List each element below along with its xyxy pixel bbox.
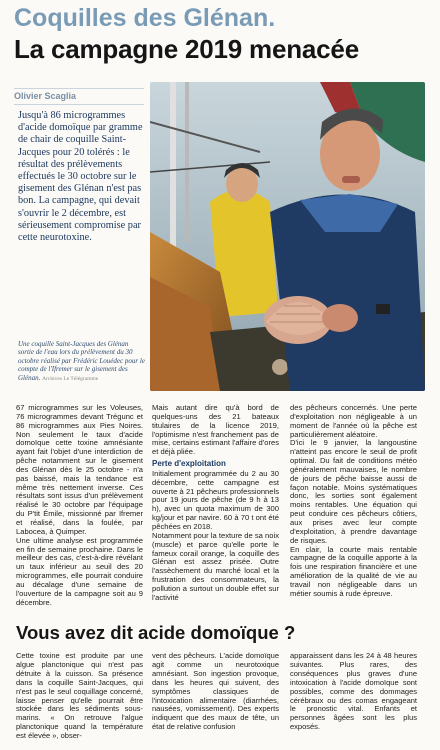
body-paragraph: En clair, la courte mais rentable campagne de la coquille apporte à la fois une respiration financière et une amélioration de la qualité de vie au travail non négligeable dans un métier soumis à rude épreuve. [290,544,417,598]
article-kicker: Coquilles des Glénan. [14,4,276,32]
body-column-1 [16,404,143,607]
body-paragraph: Initialement programmée du 2 au 30 décembre, cette campagne est ouverte à 21 pêcheurs professionnels pour 19 jours de pêche (de 9 h à 13 h), avec un quota maximum de 300 kg/jour et par navire. 60 à 70 t ont été pêchées en 2018. [152,468,279,531]
sidebar-title: Vous avez dit acide domoïque ? [16,622,296,643]
body-paragraph: Notamment pour la texture de sa noix (muscle) et parce qu'elle porte le fameux corail orange, la coquille des Glénan est assez prisée. Outre l'assèchement du marché local et la frustration des consommateurs, la pollution a surtout un double effet sur l'activité [152,530,279,602]
section-heading: Perte d'exploitation [152,459,226,469]
article-photo [150,82,425,391]
body-column-2 [152,404,279,603]
sidebar-column-3: apparaissent dans les 24 à 48 heures suivantes. Plus rares, des conséquences plus graves d'une intoxication à l'acide domoïque sont possibles, comme des dommages cérébraux ou des comas engageant le pronostic vital. Enfants et personnes âgées sont les plus exposés. [290,651,417,732]
sidebar-column-1: Cette toxine est produite par une algue planctonique qui n'est pas détruite à la cuisson. Sa présence dans la coquille Saint-Jacques, qui n'est pas le seul coquillage concerné, laisse penser qu'elle pourrait être stockée dans les sédiments sous-marins. « On retrouve l'algue planctonique quand la température est élevée », obser- [16,651,143,741]
body-column-3 [290,404,417,599]
sidebar-column-2: vent des pêcheurs. L'acide domoïque agit comme un neurotoxique amnésiant. Son ingestion provoque, dans les heures qui suivent, des symptômes classiques de l'intoxication alimentaire (diarrhées, nausées, vomissement). Des experts indiquent que des maux de tête, un état de relative confusion [152,651,279,732]
body-paragraph: Une ultime analyse est programmée en fin de semaine prochaine. Dans le meilleur des cas, c'est-à-dire révélant un taux inférieur au seuil des 20 microgrammes, elle pourrait conduire au décalage d'une semaine de l'ouverture de la campagne soit au 9 décembre. [16,535,143,607]
article-headline: La campagne 2019 menacée [14,34,359,64]
article-lead: Jusqu'à 86 microgrammes d'acide domoïque par gramme de chair de coquille Saint-Jacques pour 20 tolérés : le résultat des prélèvements effectués le 30 octobre sur le gisement des Glénan n'est pas bon. La campagne, qui devait s'ouvrir le 2 décembre, est sérieusement compromise par cette neurotoxine. [18,110,143,244]
photo-credit: Archives Le Télégramme [42,375,99,382]
body-paragraph: des pêcheurs concernés. Une perte d'exploitation non négligeable à un moment de l'année où la pêche est particulièrement aléatoire. [290,403,417,439]
photo-caption [18,340,146,383]
body-paragraph: Mais autant dire qu'à bord de quelques-uns des 21 bateaux titulaires de la licence 2019, l'optimisme n'est franchement pas de mise, certains estimant l'affaire d'ores et déjà pliée. [152,403,279,457]
body-paragraph: D'ici le 9 janvier, la langoustine n'atteint pas encore le seuil de profit optimal. Du fait de conditions météo généralement mauvaises, le nombre de jours de pêche baisse aussi de façon notable. Moins systématiques donc, les sorties sont également moins rentables. Une équation qui peut conduire ces pêcheurs côtiers, aux prises avec leur compte d'exploitation, à prendre davantage de risques. [290,438,417,545]
body-paragraph: 67 microgrammes sur les Voleuses, 76 microgrammes devant Trégunc et 86 microgrammes aux Pies Noires. Non seulement le taux d'acide domoïque cette toxine amnésiante ayant fait l'objet d'une interdiction de pêche notamment sur le gisement des Glénan dès le 25 octobre - n'a pas baissé, mais la tendance est même très nettement inverse. Ces résultats sont issus d'un prélèvement réalisé le 30 octobre par l'équipage du P'tit Émile, missionné par Ifremer et réalisé, dans la foulée, par Labocea, à Quimper. [16,403,143,536]
byline: Olivier Scaglia [14,88,144,105]
caption-text: Une coquille Saint-Jacques des Glénan sortie de l'eau lors du prélèvement du 30 octobre réalisé par Frédéric Louédec pour le compte de l'Ifremer sur le gisement des Glénan. [18,340,145,382]
